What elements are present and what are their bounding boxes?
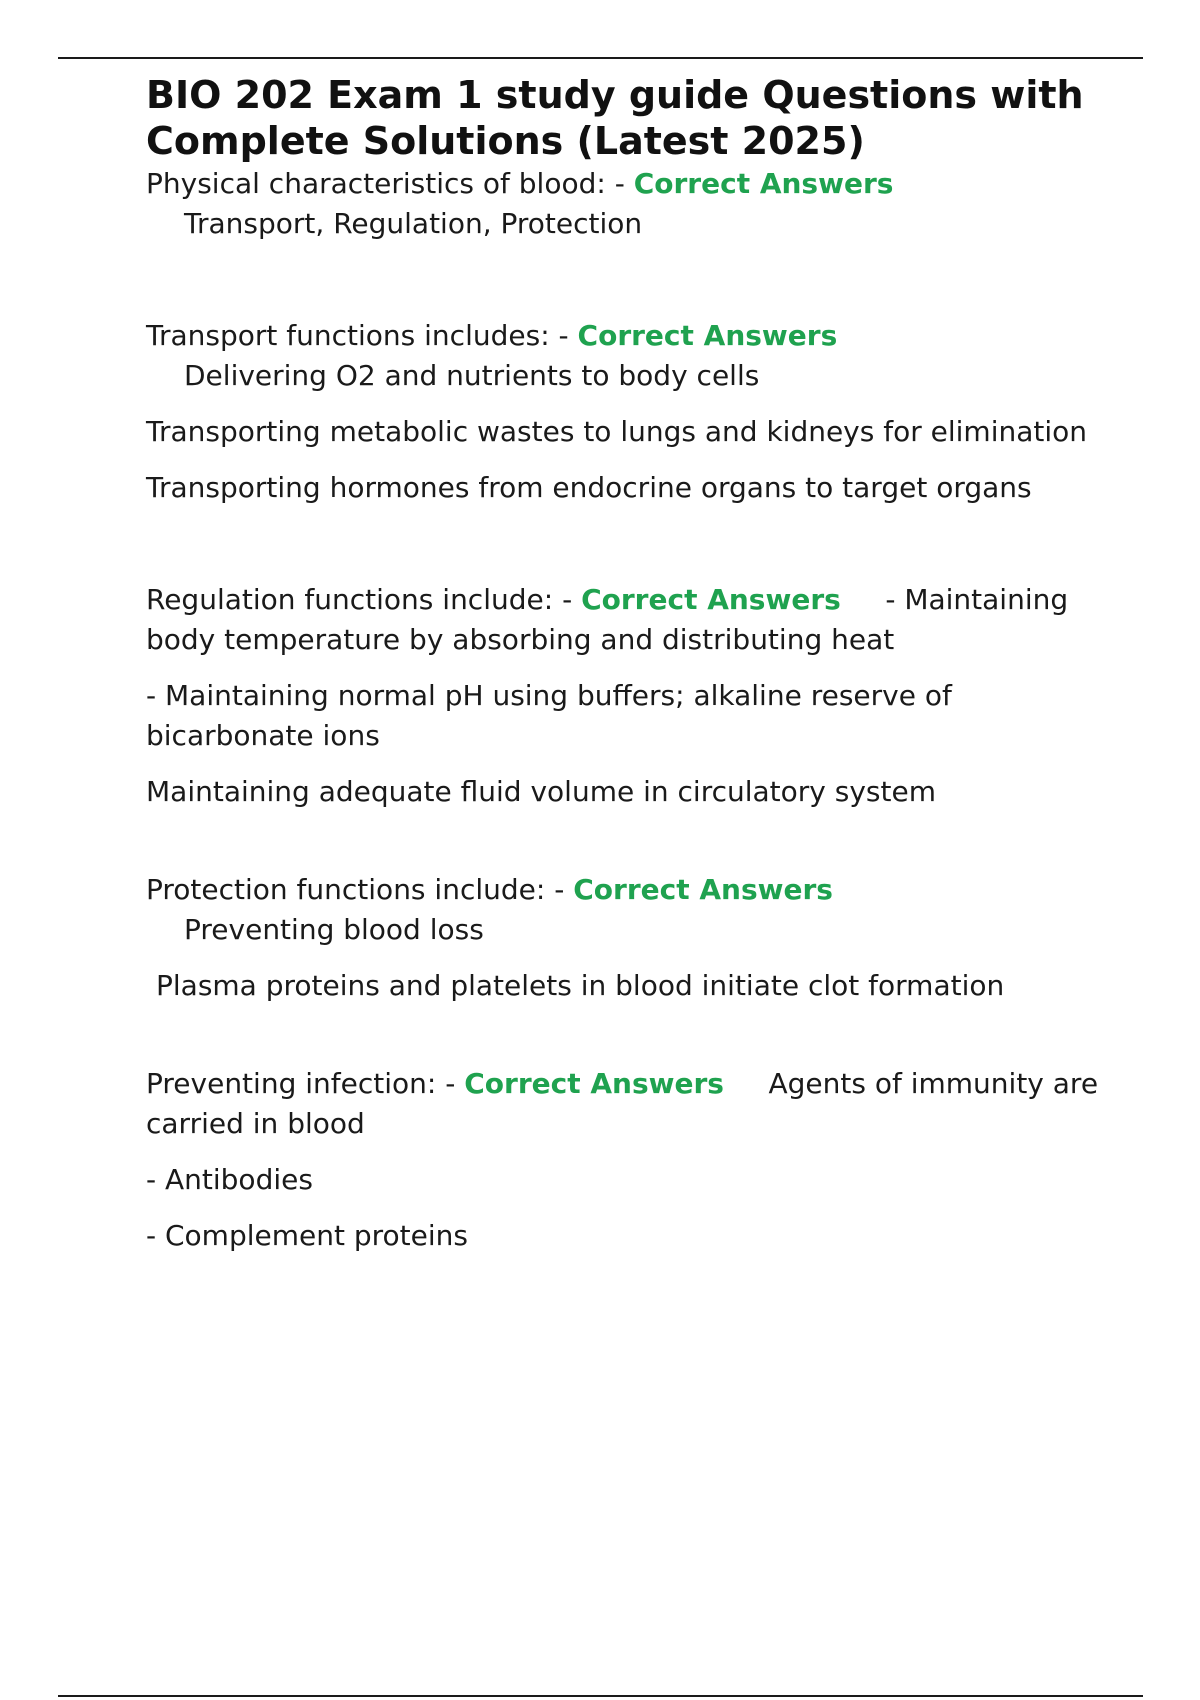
question-text: Transport functions includes: - [146, 319, 578, 352]
qa-item-transport-functions [146, 316, 1106, 508]
top-rule [58, 57, 1143, 59]
answer-text: Preventing blood loss [184, 913, 484, 946]
correct-answers-label: Correct Answers [573, 873, 833, 906]
qa-item-preventing-infection [146, 1064, 1106, 1256]
answer-text: Agents of immunity are carried in blood [146, 1067, 1107, 1140]
question-line [146, 316, 1106, 356]
question-text: Regulation functions include: - [146, 583, 582, 616]
answer-text: Delivering O2 and nutrients to body cells [184, 359, 760, 392]
question-text: Physical characteristics of blood: - [146, 167, 634, 200]
answer-paragraph: Transporting metabolic wastes to lungs and kidneys for elimination [146, 415, 1088, 448]
answer-paragraph: Plasma proteins and platelets in blood initiate clot formation [156, 969, 1005, 1002]
correct-answers-label: Correct Answers [577, 319, 838, 352]
question-text: Preventing infection: - [146, 1067, 465, 1100]
answer-paragraph: Transporting hormones from endocrine organs to target organs [146, 471, 1032, 504]
question-line [146, 870, 1106, 910]
answer-paragraph: Maintaining adequate fluid volume in circulatory system [146, 775, 937, 808]
answer-paragraph: - Complement proteins [146, 1219, 468, 1252]
correct-answers-label: Correct Answers [581, 583, 841, 616]
qa-item-regulation-functions [146, 580, 1106, 812]
answer-paragraph: - Antibodies [146, 1163, 313, 1196]
question-text: Protection functions include: - [146, 873, 574, 906]
answer-text: - Maintaining body temperature by absorbing and distributing heat [146, 583, 1078, 656]
question-line [146, 1064, 1106, 1144]
correct-answers-label: Correct Answers [464, 1067, 724, 1100]
qa-item-protection-functions [146, 870, 1106, 1006]
correct-answers-label: Correct Answers [633, 167, 894, 200]
question-line [146, 580, 1106, 660]
bottom-rule [58, 1695, 1143, 1697]
answer-paragraph: - Maintaining normal pH using buffers; alkaline reserve of bicarbonate ions [146, 679, 961, 752]
answer-text: Transport, Regulation, Protection [184, 207, 643, 240]
question-line [146, 164, 1106, 204]
page-title: BIO 202 Exam 1 study guide Questions with Complete Solutions (Latest 2025) [146, 73, 1084, 163]
document-page [146, 72, 1106, 1256]
qa-item-physical-characteristics [146, 164, 1106, 244]
